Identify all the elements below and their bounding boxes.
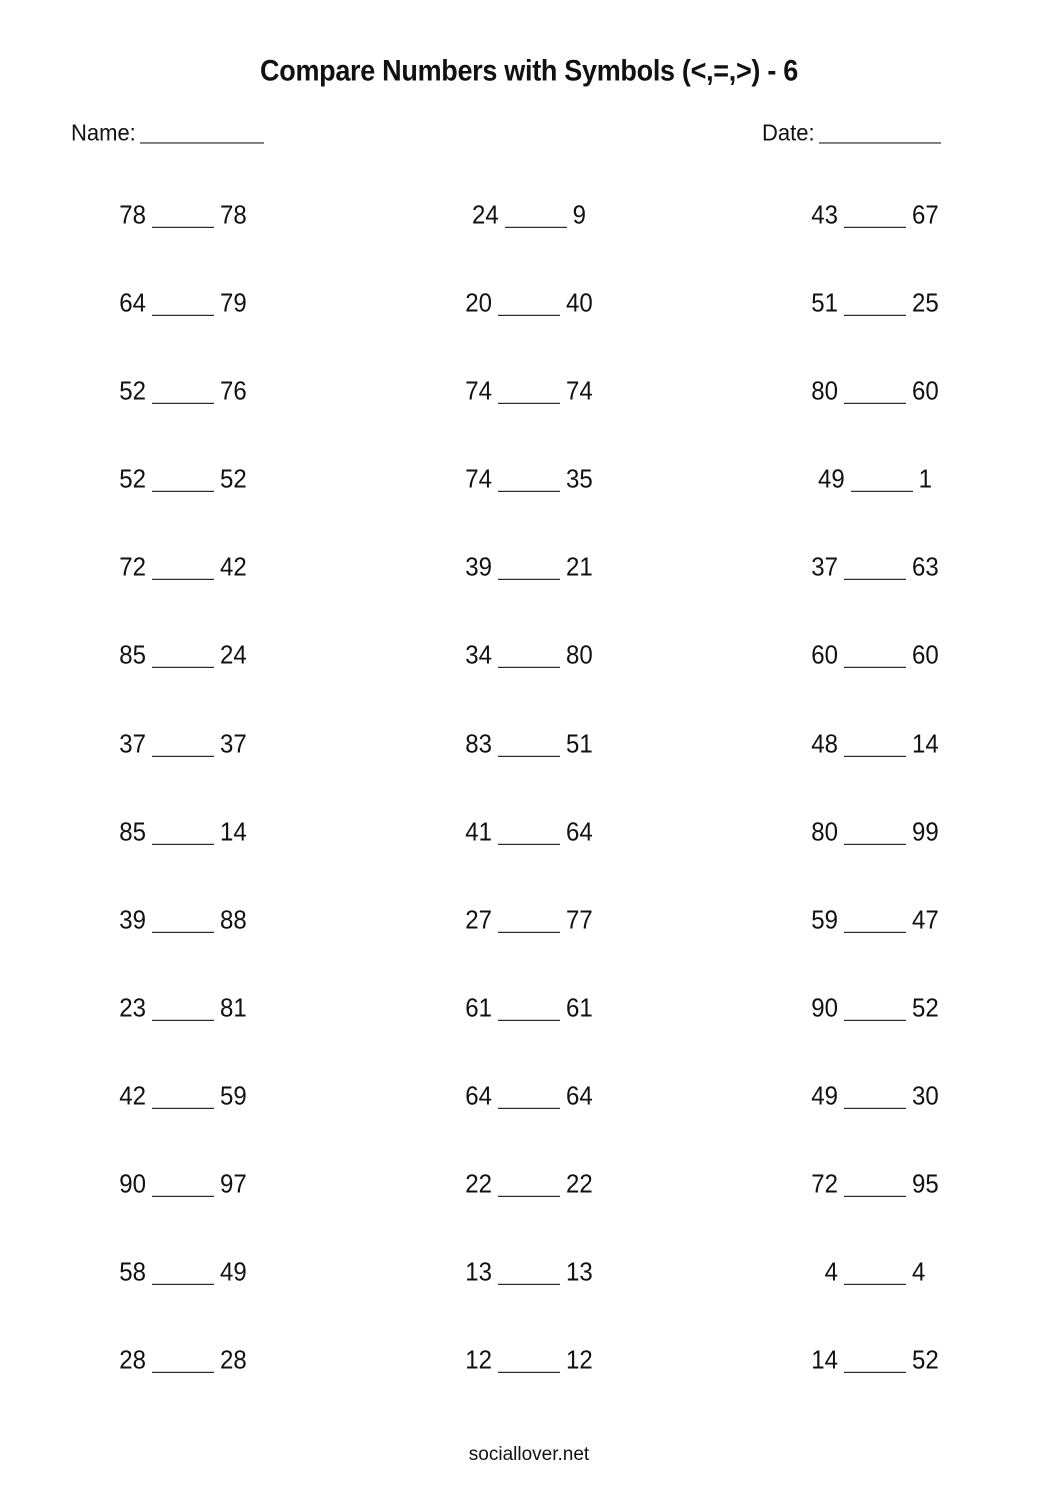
answer-blank[interactable] xyxy=(152,645,214,668)
right-number: 97 xyxy=(220,1169,247,1200)
right-number: 52 xyxy=(912,993,939,1023)
comparison-problem xyxy=(702,1252,1048,1295)
left-number: 58 xyxy=(119,1258,146,1288)
answer-blank[interactable] xyxy=(498,733,560,756)
right-number: 59 xyxy=(220,1081,247,1111)
left-number: 59 xyxy=(811,905,838,935)
left-number: 72 xyxy=(119,553,146,583)
answer-blank[interactable] xyxy=(498,293,560,316)
comparison-problem xyxy=(702,1340,1048,1383)
right-number: 30 xyxy=(912,1081,939,1111)
answer-blank[interactable] xyxy=(498,381,560,404)
answer-blank[interactable] xyxy=(152,998,214,1021)
answer-blank[interactable] xyxy=(498,1174,560,1197)
answer-blank[interactable] xyxy=(844,293,906,316)
right-number: 47 xyxy=(912,905,939,935)
right-number: 49 xyxy=(220,1258,247,1288)
right-number: 64 xyxy=(566,817,593,847)
answer-blank[interactable] xyxy=(498,1262,560,1285)
comparison-problem xyxy=(10,635,356,678)
right-number: 60 xyxy=(912,377,939,407)
left-number: 20 xyxy=(465,288,492,319)
left-number: 80 xyxy=(811,817,838,847)
right-number: 74 xyxy=(566,377,593,407)
comparison-problem xyxy=(702,987,1048,1030)
right-number: 64 xyxy=(566,1081,593,1111)
answer-blank[interactable] xyxy=(851,469,913,492)
left-number: 85 xyxy=(119,641,146,671)
answer-blank[interactable] xyxy=(844,1262,906,1285)
comparison-problem xyxy=(10,1340,356,1383)
comparison-problem xyxy=(702,371,1048,414)
answer-blank[interactable] xyxy=(498,909,560,932)
comparison-problem xyxy=(702,811,1048,854)
comparison-problem xyxy=(10,723,356,766)
comparison-problem xyxy=(702,282,1048,325)
left-number: 74 xyxy=(465,377,492,407)
comparison-problem xyxy=(10,1252,356,1295)
left-number: 14 xyxy=(811,1346,838,1376)
right-number: 77 xyxy=(566,905,593,935)
left-number: 80 xyxy=(811,377,838,407)
comparison-problem xyxy=(356,723,702,766)
comparison-problem xyxy=(356,371,702,414)
comparison-problem xyxy=(356,635,702,678)
name-field xyxy=(71,119,264,146)
right-number: 28 xyxy=(220,1346,247,1376)
left-number: 74 xyxy=(465,465,492,495)
right-number: 63 xyxy=(912,553,939,583)
right-number: 76 xyxy=(220,377,247,407)
comparison-problem xyxy=(356,194,702,237)
right-number: 78 xyxy=(220,200,247,231)
right-number: 40 xyxy=(566,288,593,319)
left-number: 34 xyxy=(465,641,492,671)
right-number: 60 xyxy=(912,641,939,671)
right-number: 14 xyxy=(912,729,939,759)
comparison-problem xyxy=(702,459,1048,502)
right-number: 42 xyxy=(220,553,247,583)
page-title: Compare Numbers with Symbols (<,=,>) - 6 xyxy=(260,54,798,88)
left-number: 64 xyxy=(465,1081,492,1111)
left-number: 90 xyxy=(811,993,838,1023)
left-number: 72 xyxy=(811,1169,838,1200)
answer-blank[interactable] xyxy=(844,1350,906,1373)
left-number: 83 xyxy=(465,729,492,759)
comparison-problem xyxy=(10,194,356,237)
answer-blank[interactable] xyxy=(152,205,214,228)
left-number: 24 xyxy=(471,200,499,231)
comparison-problem xyxy=(356,459,702,502)
answer-blank[interactable] xyxy=(844,1086,906,1109)
answer-blank[interactable] xyxy=(152,733,214,756)
left-number: 52 xyxy=(119,465,146,495)
left-number: 60 xyxy=(811,641,838,671)
answer-blank[interactable] xyxy=(844,998,906,1021)
comparison-problem xyxy=(356,282,702,325)
left-number: 13 xyxy=(465,1258,492,1288)
answer-blank[interactable] xyxy=(498,1350,560,1373)
right-number: 1 xyxy=(918,465,933,495)
answer-blank[interactable] xyxy=(152,1174,214,1197)
right-number: 52 xyxy=(220,465,247,495)
right-number: 24 xyxy=(220,641,247,671)
left-number: 37 xyxy=(119,729,146,759)
left-number: 37 xyxy=(811,553,838,583)
name-blank-line[interactable] xyxy=(140,119,264,143)
comparison-problem xyxy=(356,987,702,1030)
right-number: 52 xyxy=(912,1346,939,1376)
left-number: 51 xyxy=(811,288,838,319)
left-number: 4 xyxy=(824,1258,838,1288)
problem-grid xyxy=(0,196,1058,1429)
answer-blank[interactable] xyxy=(152,381,214,404)
left-number: 85 xyxy=(119,817,146,847)
left-number: 12 xyxy=(465,1346,492,1376)
comparison-problem xyxy=(356,1075,702,1118)
date-field xyxy=(762,119,941,146)
comparison-problem xyxy=(356,811,702,854)
right-number: 25 xyxy=(912,288,939,319)
answer-blank[interactable] xyxy=(152,821,214,844)
answer-blank[interactable] xyxy=(844,733,906,756)
left-number: 43 xyxy=(811,200,838,231)
answer-blank[interactable] xyxy=(498,998,560,1021)
left-number: 78 xyxy=(119,200,146,231)
answer-blank[interactable] xyxy=(844,909,906,932)
comparison-problem xyxy=(10,1163,356,1206)
comparison-problem xyxy=(702,547,1048,590)
left-number: 64 xyxy=(119,288,146,319)
left-number: 22 xyxy=(465,1169,492,1200)
answer-blank[interactable] xyxy=(152,909,214,932)
comparison-problem xyxy=(356,899,702,942)
right-number: 61 xyxy=(566,993,593,1023)
left-number: 49 xyxy=(817,465,845,495)
answer-blank[interactable] xyxy=(498,469,560,492)
left-number: 41 xyxy=(465,817,492,847)
left-number: 42 xyxy=(119,1081,146,1111)
answer-blank[interactable] xyxy=(844,205,906,228)
answer-blank[interactable] xyxy=(505,205,567,228)
left-number: 27 xyxy=(465,905,492,935)
answer-blank[interactable] xyxy=(844,381,906,404)
left-number: 48 xyxy=(811,729,838,759)
answer-blank[interactable] xyxy=(498,557,560,580)
comparison-problem xyxy=(10,282,356,325)
left-number: 28 xyxy=(119,1346,146,1376)
answer-blank[interactable] xyxy=(498,645,560,668)
right-number: 80 xyxy=(566,641,593,671)
comparison-problem xyxy=(10,1075,356,1118)
answer-blank[interactable] xyxy=(498,1086,560,1109)
answer-blank[interactable] xyxy=(152,469,214,492)
left-number: 90 xyxy=(119,1169,146,1200)
right-number: 37 xyxy=(220,729,247,759)
answer-blank[interactable] xyxy=(844,1174,906,1197)
right-number: 12 xyxy=(566,1346,593,1376)
right-number: 67 xyxy=(912,200,939,231)
right-number: 88 xyxy=(220,905,247,935)
comparison-problem xyxy=(10,899,356,942)
right-number: 13 xyxy=(566,1258,593,1288)
right-number: 21 xyxy=(566,553,593,583)
left-number: 39 xyxy=(465,553,492,583)
comparison-problem xyxy=(10,459,356,502)
right-number: 99 xyxy=(912,817,939,847)
comparison-problem xyxy=(10,547,356,590)
right-number: 79 xyxy=(220,288,247,319)
name-label: Name: xyxy=(71,119,136,146)
left-number: 23 xyxy=(119,993,146,1023)
comparison-problem xyxy=(356,1252,702,1295)
comparison-problem xyxy=(702,899,1048,942)
answer-blank[interactable] xyxy=(152,1350,214,1373)
comparison-problem xyxy=(702,635,1048,678)
right-number: 4 xyxy=(912,1258,926,1288)
right-number: 35 xyxy=(566,465,593,495)
left-number: 52 xyxy=(119,377,146,407)
comparison-problem xyxy=(356,1340,702,1383)
comparison-problem xyxy=(702,1075,1048,1118)
comparison-problem xyxy=(702,723,1048,766)
answer-blank[interactable] xyxy=(844,645,906,668)
comparison-problem xyxy=(702,1163,1048,1206)
comparison-problem xyxy=(356,547,702,590)
answer-blank[interactable] xyxy=(152,1086,214,1109)
answer-blank[interactable] xyxy=(152,1262,214,1285)
answer-blank[interactable] xyxy=(844,557,906,580)
right-number: 51 xyxy=(566,729,593,759)
comparison-problem xyxy=(10,987,356,1030)
footer-site: sociallover.net xyxy=(468,1444,590,1465)
date-label: Date: xyxy=(762,119,815,146)
comparison-problem xyxy=(10,371,356,414)
answer-blank[interactable] xyxy=(844,821,906,844)
answer-blank[interactable] xyxy=(152,557,214,580)
comparison-problem xyxy=(10,811,356,854)
right-number: 95 xyxy=(912,1169,939,1200)
right-number: 14 xyxy=(220,817,247,847)
comparison-problem xyxy=(356,1163,702,1206)
right-number: 81 xyxy=(220,993,247,1023)
left-number: 61 xyxy=(465,993,492,1023)
comparison-problem xyxy=(702,194,1048,237)
right-number: 22 xyxy=(566,1169,593,1200)
left-number: 39 xyxy=(119,905,146,935)
answer-blank[interactable] xyxy=(498,821,560,844)
right-number: 9 xyxy=(572,200,587,231)
answer-blank[interactable] xyxy=(152,293,214,316)
left-number: 49 xyxy=(811,1081,838,1111)
date-blank-line[interactable] xyxy=(819,119,941,143)
